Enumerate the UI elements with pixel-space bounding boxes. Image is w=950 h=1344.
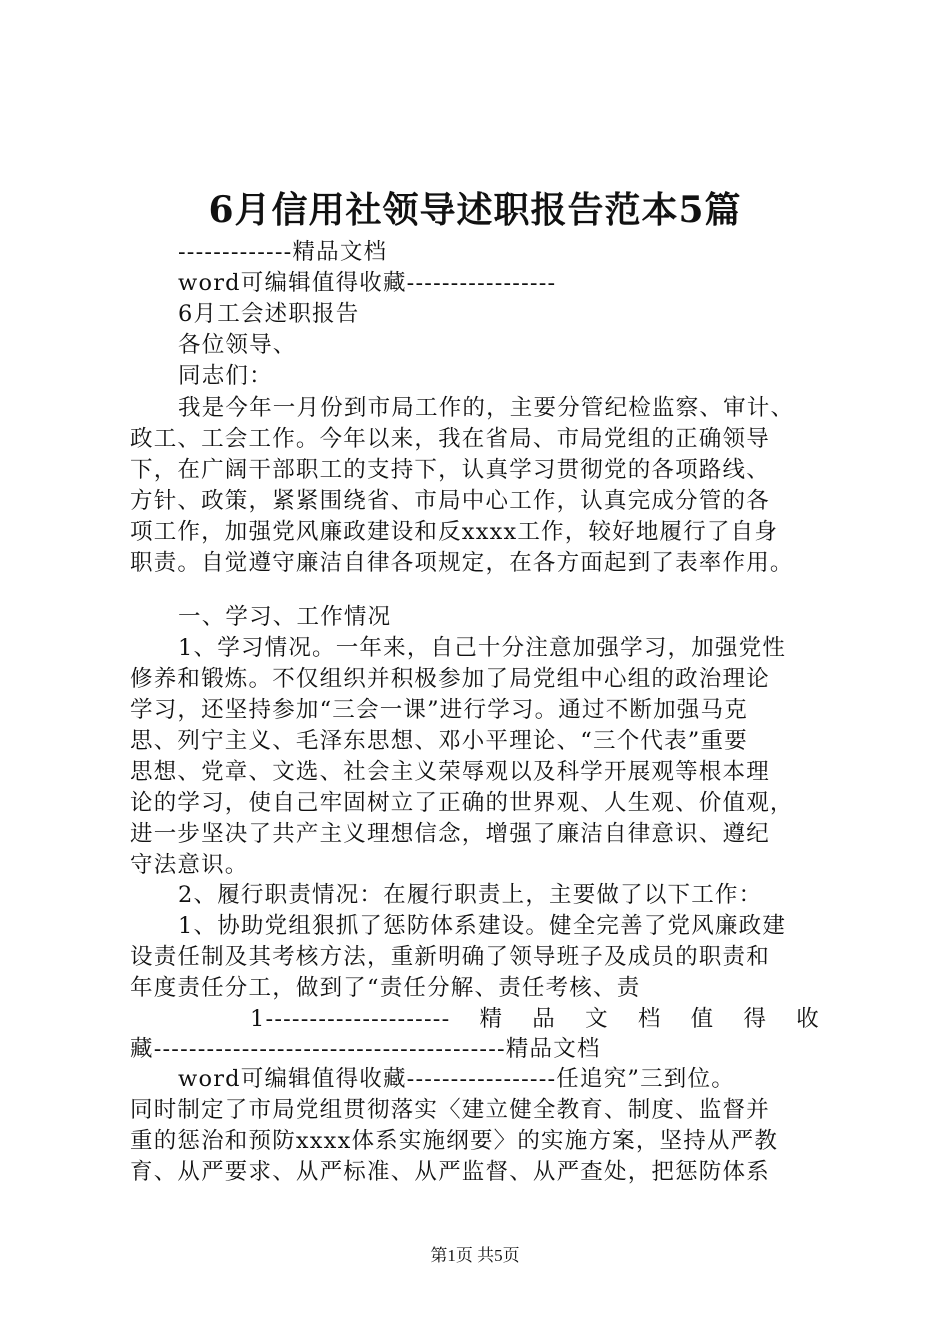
document-title: 6月信用社领导述职报告范本5篇 [208, 189, 742, 231]
paragraph-line: 年度责任分工，做到了“责任分解、责任考核、责 [130, 975, 641, 1001]
paragraph-line: 设责任制及其考核方法，重新明确了领导班子及成员的职责和 [130, 944, 770, 970]
paragraph-line: 修养和锻炼。不仅组织并积极参加了局党组中心组的政治理论 [130, 666, 770, 692]
paragraph-line: 项工作，加强党风廉政建设和反xxxx工作，较好地履行了自身 [130, 519, 779, 545]
section-heading: 一、学习、工作情况 [178, 604, 392, 630]
paragraph-line: 守法意识。 [130, 852, 249, 878]
paragraph-line: 方针、政策，紧紧围绕省、市局中心工作，认真完成分管的各 [130, 488, 770, 514]
paragraph-line: 重的惩治和预防xxxx体系实施纲要〉的实施方案，坚持从严教 [130, 1128, 779, 1154]
paragraph-line: word可编辑值得收藏-----------------任追究”三到位。 [178, 1066, 735, 1092]
paragraph-line: 我是今年一月份到市局工作的，主要分管纪检监察、审计、 [178, 395, 795, 421]
paragraph-line: 同时制定了市局党组贯彻落实〈建立健全教育、制度、监督并 [130, 1097, 770, 1123]
paragraph-line: 1、协助党组狠抓了惩防体系建设。健全完善了党风廉政建 [178, 913, 787, 939]
watermark-dashes: 1--------------------- [250, 1006, 451, 1032]
watermark-char: 精 [479, 1006, 504, 1032]
report-subtitle: 6月工会述职报告 [178, 301, 360, 327]
watermark-char: 档 [637, 1006, 662, 1032]
paragraph-line: 政工、工会工作。今年以来，我在省局、市局党组的正确领导 [130, 426, 770, 452]
watermark-char: 收 [796, 1006, 820, 1032]
paragraph-line: 思、列宁主义、毛泽东思想、邓小平理论、“三个代表”重要 [130, 728, 748, 754]
salutation-line: 同志们： [178, 363, 273, 389]
paragraph-line: 2、履行职责情况：在履行职责上，主要做了以下工作： [178, 882, 763, 908]
watermark-line: 藏----------------------------------------精品文档 [130, 1036, 601, 1062]
watermark-char: 值 [690, 1006, 715, 1032]
paragraph-line: 论的学习，使自己牢固树立了正确的世界观、人生观、价值观， [130, 790, 794, 816]
page-number-footer: 第1页 共5页 [430, 1246, 520, 1265]
watermark-line [130, 1004, 820, 1034]
watermark-char: 文 [585, 1006, 609, 1032]
paragraph-line: 进一步坚决了共产主义理想信念，增强了廉洁自律意识、遵纪 [130, 821, 770, 847]
paragraph-line: 下，在广阔干部职工的支持下，认真学习贯彻党的各项路线、 [130, 457, 770, 483]
salutation-line: 各位领导、 [178, 332, 297, 358]
watermark-char: 得 [743, 1006, 768, 1032]
paragraph-line: 育、从严要求、从严标准、从严监督、从严查处，把惩防体系 [130, 1159, 770, 1185]
header-separator-line: word可编辑值得收藏----------------- [178, 270, 557, 296]
header-separator-line: -------------精品文档 [178, 239, 388, 265]
paragraph-line: 职责。自觉遵守廉洁自律各项规定，在各方面起到了表率作用。 [130, 550, 794, 576]
paragraph-line: 思想、党章、文选、社会主义荣辱观以及科学开展观等根本理 [130, 759, 770, 785]
paragraph-line: 1、学习情况。一年来，自己十分注意加强学习，加强党性 [178, 635, 787, 661]
watermark-char: 品 [532, 1006, 556, 1032]
paragraph-line: 学习，还坚持参加“三会一课”进行学习。通过不断加强马克 [130, 697, 748, 723]
